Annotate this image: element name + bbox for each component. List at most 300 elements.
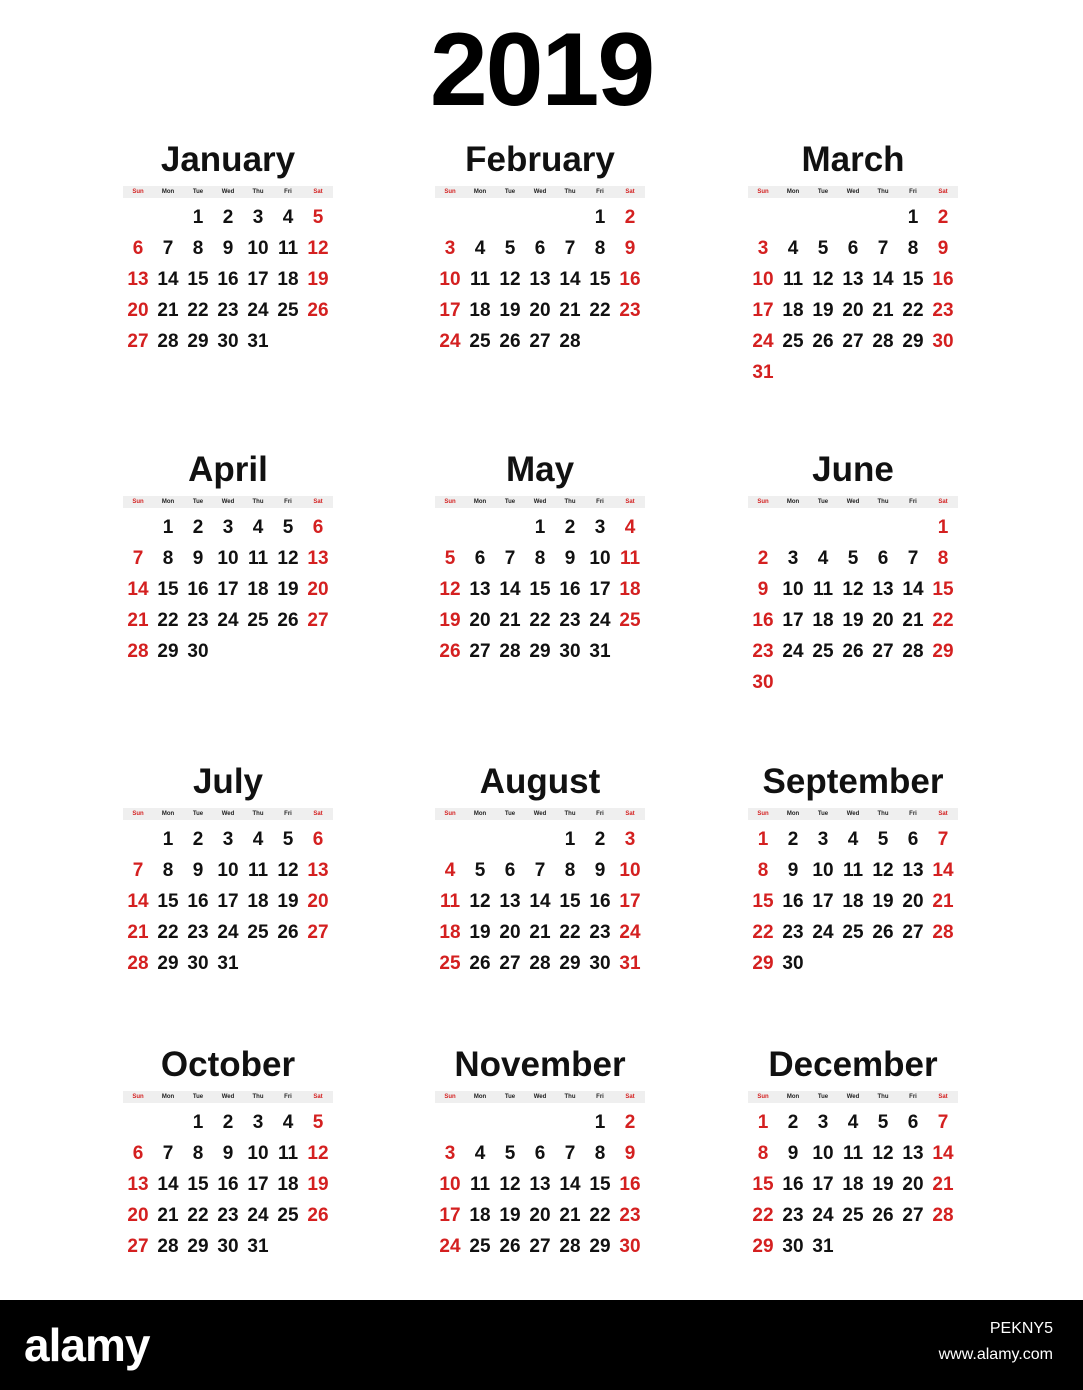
day-cell: 29 xyxy=(752,953,774,974)
day-cell: 7 xyxy=(937,1112,949,1133)
day-cell: 27 xyxy=(842,331,864,352)
day-cell: 30 xyxy=(782,953,804,974)
day-cell: 14 xyxy=(932,860,954,881)
day-cell: 2 xyxy=(564,517,576,538)
day-cell: 20 xyxy=(499,922,521,943)
weekday-label: Wed xyxy=(533,811,547,817)
empty-cell xyxy=(808,512,838,543)
weekday-label: Sat xyxy=(938,1094,948,1100)
day-cell: 25 xyxy=(842,1205,864,1226)
day-cell: 23 xyxy=(589,922,611,943)
day-cell: 27 xyxy=(902,922,924,943)
day-cell: 10 xyxy=(247,1143,269,1164)
day-cell: 24 xyxy=(247,300,269,321)
day-cell: 22 xyxy=(752,1205,774,1226)
day-cell: 11 xyxy=(812,579,834,600)
day-cell: 29 xyxy=(187,1236,209,1257)
weekday-label: Mon xyxy=(786,499,800,505)
day-cell: 5 xyxy=(282,517,294,538)
day-cell: 6 xyxy=(907,829,919,850)
day-cell: 24 xyxy=(247,1205,269,1226)
day-cell: 8 xyxy=(594,238,606,259)
weekday-label: Tue xyxy=(192,811,204,817)
day-cell: 2 xyxy=(624,1112,636,1133)
day-cell: 20 xyxy=(902,891,924,912)
weekday-label: Tue xyxy=(504,1094,516,1100)
weekday-label: Fri xyxy=(909,499,917,505)
day-cell: 28 xyxy=(127,641,149,662)
days-grid xyxy=(748,512,958,698)
weekday-label: Mon xyxy=(786,189,800,195)
day-cell: 16 xyxy=(217,1174,239,1195)
weekday-label: Sat xyxy=(938,189,948,195)
day-cell: 18 xyxy=(812,610,834,631)
day-cell: 17 xyxy=(247,269,269,290)
day-cell: 26 xyxy=(439,641,461,662)
month-name: June xyxy=(812,450,894,489)
day-cell: 5 xyxy=(847,548,859,569)
day-cell: 11 xyxy=(277,238,299,259)
day-cell: 31 xyxy=(752,362,774,383)
weekday-label: Sat xyxy=(313,189,323,195)
weekday-label: Mon xyxy=(786,1094,800,1100)
weekday-label: Sat xyxy=(625,1094,635,1100)
day-cell: 4 xyxy=(474,238,486,259)
day-cell: 8 xyxy=(757,1143,769,1164)
day-cell: 9 xyxy=(222,1143,234,1164)
day-cell: 5 xyxy=(877,829,889,850)
empty-cell xyxy=(435,202,465,233)
day-cell: 26 xyxy=(469,953,491,974)
empty-cell xyxy=(525,202,555,233)
days-grid xyxy=(435,824,645,979)
day-cell: 27 xyxy=(529,331,551,352)
weekday-label: Thu xyxy=(564,811,576,817)
day-cell: 3 xyxy=(444,238,456,259)
day-cell: 9 xyxy=(787,860,799,881)
weekday-header xyxy=(748,1091,958,1103)
days-grid xyxy=(748,824,958,979)
weekday-label: Mon xyxy=(161,189,175,195)
day-cell: 29 xyxy=(529,641,551,662)
watermark-footer xyxy=(0,1300,1083,1390)
day-cell: 15 xyxy=(529,579,551,600)
day-cell: 20 xyxy=(307,891,329,912)
empty-cell xyxy=(838,512,868,543)
day-cell: 29 xyxy=(589,1236,611,1257)
day-cell: 2 xyxy=(757,548,769,569)
empty-cell xyxy=(465,1107,495,1138)
day-cell: 9 xyxy=(192,548,204,569)
day-cell: 18 xyxy=(469,300,491,321)
weekday-label: Thu xyxy=(252,189,264,195)
day-cell: 12 xyxy=(307,1143,329,1164)
day-cell: 3 xyxy=(222,829,234,850)
day-cell: 11 xyxy=(782,269,804,290)
weekday-label: Thu xyxy=(877,189,889,195)
weekday-label: Wed xyxy=(533,189,547,195)
month-name: January xyxy=(160,140,296,179)
day-cell: 15 xyxy=(559,891,581,912)
day-cell: 21 xyxy=(872,300,894,321)
month-name: August xyxy=(479,762,601,801)
weekday-label: Mon xyxy=(161,811,175,817)
day-cell: 23 xyxy=(752,641,774,662)
day-cell: 26 xyxy=(307,300,329,321)
day-cell: 30 xyxy=(752,672,774,693)
day-cell: 17 xyxy=(217,579,239,600)
day-cell: 24 xyxy=(752,331,774,352)
day-cell: 21 xyxy=(932,891,954,912)
day-cell: 8 xyxy=(594,1143,606,1164)
day-cell: 1 xyxy=(594,1112,606,1133)
day-cell: 22 xyxy=(157,922,179,943)
weekday-label: Sat xyxy=(938,811,948,817)
weekday-label: Sun xyxy=(132,499,144,505)
day-cell: 30 xyxy=(187,641,209,662)
day-cell: 27 xyxy=(872,641,894,662)
day-cell: 16 xyxy=(619,1174,641,1195)
weekday-label: Sun xyxy=(444,811,456,817)
weekday-label: Fri xyxy=(596,1094,604,1100)
day-cell: 19 xyxy=(872,1174,894,1195)
days-grid xyxy=(435,202,645,357)
day-cell: 7 xyxy=(564,1143,576,1164)
day-cell: 19 xyxy=(812,300,834,321)
day-cell: 23 xyxy=(559,610,581,631)
days-grid xyxy=(123,202,333,357)
day-cell: 7 xyxy=(132,548,144,569)
day-cell: 7 xyxy=(534,860,546,881)
day-cell: 13 xyxy=(529,269,551,290)
day-cell: 7 xyxy=(132,860,144,881)
day-cell: 24 xyxy=(439,1236,461,1257)
weekday-label: Tue xyxy=(817,1094,829,1100)
day-cell: 10 xyxy=(812,1143,834,1164)
brand-logo: alamy xyxy=(24,1319,150,1371)
day-cell: 28 xyxy=(127,953,149,974)
day-cell: 24 xyxy=(217,922,239,943)
day-cell: 23 xyxy=(619,300,641,321)
day-cell: 11 xyxy=(619,548,641,569)
image-id-label: PEKNY5 xyxy=(989,1320,1053,1337)
day-cell: 26 xyxy=(872,1205,894,1226)
day-cell: 18 xyxy=(277,1174,299,1195)
day-cell: 1 xyxy=(162,517,174,538)
day-cell: 26 xyxy=(307,1205,329,1226)
weekday-label: Sun xyxy=(757,1094,769,1100)
days-grid xyxy=(435,512,645,667)
day-cell: 7 xyxy=(504,548,516,569)
weekday-label: Mon xyxy=(473,811,487,817)
weekday-label: Wed xyxy=(846,1094,860,1100)
day-cell: 18 xyxy=(247,891,269,912)
day-cell: 19 xyxy=(277,891,299,912)
day-cell: 28 xyxy=(932,1205,954,1226)
empty-cell xyxy=(748,202,778,233)
day-cell: 19 xyxy=(842,610,864,631)
day-cell: 1 xyxy=(757,829,769,850)
day-cell: 8 xyxy=(937,548,949,569)
weekday-header xyxy=(435,186,645,198)
day-cell: 16 xyxy=(559,579,581,600)
weekday-label: Fri xyxy=(284,499,292,505)
day-cell: 26 xyxy=(812,331,834,352)
weekday-label: Fri xyxy=(596,811,604,817)
day-cell: 17 xyxy=(782,610,804,631)
day-cell: 13 xyxy=(902,1143,924,1164)
weekday-header xyxy=(748,496,958,508)
day-cell: 27 xyxy=(127,1236,149,1257)
day-cell: 16 xyxy=(187,579,209,600)
empty-cell xyxy=(555,1107,585,1138)
day-cell: 1 xyxy=(192,1112,204,1133)
day-cell: 24 xyxy=(217,610,239,631)
day-cell: 2 xyxy=(594,829,606,850)
day-cell: 6 xyxy=(534,1143,546,1164)
day-cell: 17 xyxy=(752,300,774,321)
empty-cell xyxy=(495,824,525,855)
day-cell: 6 xyxy=(877,548,889,569)
day-cell: 13 xyxy=(842,269,864,290)
day-cell: 27 xyxy=(307,922,329,943)
empty-cell xyxy=(435,824,465,855)
day-cell: 21 xyxy=(529,922,551,943)
day-cell: 25 xyxy=(247,922,269,943)
day-cell: 22 xyxy=(932,610,954,631)
empty-cell xyxy=(153,202,183,233)
weekday-label: Tue xyxy=(817,499,829,505)
day-cell: 9 xyxy=(222,238,234,259)
day-cell: 28 xyxy=(499,641,521,662)
day-cell: 14 xyxy=(127,579,149,600)
weekday-label: Thu xyxy=(564,189,576,195)
day-cell: 1 xyxy=(534,517,546,538)
day-cell: 12 xyxy=(307,238,329,259)
weekday-label: Sat xyxy=(625,811,635,817)
day-cell: 20 xyxy=(127,300,149,321)
day-cell: 1 xyxy=(907,207,919,228)
weekday-label: Sun xyxy=(757,499,769,505)
day-cell: 7 xyxy=(564,238,576,259)
day-cell: 19 xyxy=(499,300,521,321)
day-cell: 25 xyxy=(247,610,269,631)
weekday-header xyxy=(123,186,333,198)
days-grid xyxy=(123,1107,333,1262)
weekday-label: Thu xyxy=(877,811,889,817)
day-cell: 1 xyxy=(757,1112,769,1133)
weekday-label: Sat xyxy=(313,1094,323,1100)
day-cell: 2 xyxy=(624,207,636,228)
weekday-label: Wed xyxy=(221,811,235,817)
day-cell: 3 xyxy=(757,238,769,259)
weekday-header xyxy=(748,186,958,198)
empty-cell xyxy=(123,824,153,855)
day-cell: 21 xyxy=(932,1174,954,1195)
day-cell: 18 xyxy=(842,1174,864,1195)
weekday-label: Sun xyxy=(757,811,769,817)
weekday-label: Sun xyxy=(444,499,456,505)
weekday-label: Wed xyxy=(221,189,235,195)
day-cell: 26 xyxy=(499,331,521,352)
month-name: October xyxy=(160,1045,296,1084)
empty-cell xyxy=(123,1107,153,1138)
day-cell: 15 xyxy=(589,269,611,290)
day-cell: 25 xyxy=(439,953,461,974)
day-cell: 19 xyxy=(872,891,894,912)
day-cell: 4 xyxy=(474,1143,486,1164)
day-cell: 28 xyxy=(559,1236,581,1257)
day-cell: 28 xyxy=(157,1236,179,1257)
day-cell: 2 xyxy=(937,207,949,228)
weekday-label: Thu xyxy=(877,1094,889,1100)
day-cell: 27 xyxy=(529,1236,551,1257)
day-cell: 19 xyxy=(307,1174,329,1195)
day-cell: 5 xyxy=(817,238,829,259)
day-cell: 24 xyxy=(589,610,611,631)
day-cell: 8 xyxy=(564,860,576,881)
site-url: www.alamy.com xyxy=(938,1346,1053,1363)
day-cell: 10 xyxy=(812,860,834,881)
weekday-header xyxy=(748,808,958,820)
day-cell: 20 xyxy=(307,579,329,600)
day-cell: 5 xyxy=(312,1112,324,1133)
empty-cell xyxy=(868,512,898,543)
day-cell: 17 xyxy=(812,891,834,912)
day-cell: 9 xyxy=(594,860,606,881)
day-cell: 12 xyxy=(499,1174,521,1195)
day-cell: 9 xyxy=(787,1143,799,1164)
day-cell: 14 xyxy=(499,579,521,600)
day-cell: 20 xyxy=(469,610,491,631)
day-cell: 3 xyxy=(252,207,264,228)
day-cell: 26 xyxy=(842,641,864,662)
day-cell: 6 xyxy=(504,860,516,881)
weekday-label: Sun xyxy=(444,1094,456,1100)
day-cell: 11 xyxy=(469,1174,491,1195)
empty-cell xyxy=(495,512,525,543)
month-name: July xyxy=(192,762,264,801)
day-cell: 21 xyxy=(127,610,149,631)
weekday-label: Wed xyxy=(846,189,860,195)
empty-cell xyxy=(465,512,495,543)
day-cell: 7 xyxy=(162,238,174,259)
year-title: 2019 xyxy=(429,12,654,128)
day-cell: 31 xyxy=(812,1236,834,1257)
day-cell: 17 xyxy=(439,300,461,321)
day-cell: 16 xyxy=(187,891,209,912)
day-cell: 12 xyxy=(812,269,834,290)
day-cell: 14 xyxy=(872,269,894,290)
day-cell: 15 xyxy=(187,1174,209,1195)
empty-cell xyxy=(153,1107,183,1138)
day-cell: 15 xyxy=(187,269,209,290)
day-cell: 23 xyxy=(187,922,209,943)
empty-cell xyxy=(525,1107,555,1138)
day-cell: 15 xyxy=(157,891,179,912)
weekday-label: Wed xyxy=(533,499,547,505)
day-cell: 20 xyxy=(529,300,551,321)
day-cell: 15 xyxy=(932,579,954,600)
day-cell: 4 xyxy=(624,517,636,538)
day-cell: 30 xyxy=(217,331,239,352)
weekday-label: Wed xyxy=(221,1094,235,1100)
day-cell: 14 xyxy=(157,269,179,290)
day-cell: 19 xyxy=(499,1205,521,1226)
weekday-label: Thu xyxy=(252,499,264,505)
weekday-label: Sat xyxy=(313,499,323,505)
day-cell: 6 xyxy=(474,548,486,569)
weekday-label: Wed xyxy=(221,499,235,505)
day-cell: 17 xyxy=(439,1205,461,1226)
day-cell: 1 xyxy=(937,517,949,538)
day-cell: 16 xyxy=(752,610,774,631)
day-cell: 10 xyxy=(247,238,269,259)
day-cell: 22 xyxy=(589,300,611,321)
day-cell: 12 xyxy=(469,891,491,912)
weekday-header xyxy=(435,1091,645,1103)
day-cell: 21 xyxy=(157,1205,179,1226)
day-cell: 3 xyxy=(817,829,829,850)
day-cell: 16 xyxy=(782,891,804,912)
day-cell: 20 xyxy=(842,300,864,321)
weekday-header xyxy=(435,496,645,508)
weekday-label: Mon xyxy=(473,1094,487,1100)
day-cell: 17 xyxy=(217,891,239,912)
empty-cell xyxy=(778,512,808,543)
day-cell: 10 xyxy=(439,1174,461,1195)
weekday-header xyxy=(123,808,333,820)
day-cell: 2 xyxy=(222,207,234,228)
day-cell: 6 xyxy=(534,238,546,259)
days-grid xyxy=(748,202,958,388)
day-cell: 15 xyxy=(752,1174,774,1195)
day-cell: 12 xyxy=(439,579,461,600)
day-cell: 22 xyxy=(187,1205,209,1226)
day-cell: 9 xyxy=(937,238,949,259)
day-cell: 18 xyxy=(842,891,864,912)
day-cell: 11 xyxy=(842,1143,864,1164)
day-cell: 4 xyxy=(252,829,264,850)
empty-cell xyxy=(868,202,898,233)
day-cell: 5 xyxy=(504,238,516,259)
day-cell: 11 xyxy=(247,860,269,881)
day-cell: 3 xyxy=(817,1112,829,1133)
day-cell: 2 xyxy=(222,1112,234,1133)
day-cell: 25 xyxy=(782,331,804,352)
month-name: November xyxy=(454,1045,626,1084)
day-cell: 15 xyxy=(589,1174,611,1195)
day-cell: 10 xyxy=(217,548,239,569)
day-cell: 27 xyxy=(469,641,491,662)
day-cell: 11 xyxy=(247,548,269,569)
day-cell: 18 xyxy=(439,922,461,943)
weekday-label: Sat xyxy=(625,499,635,505)
day-cell: 29 xyxy=(157,641,179,662)
day-cell: 25 xyxy=(277,1205,299,1226)
weekday-label: Sat xyxy=(625,189,635,195)
day-cell: 9 xyxy=(192,860,204,881)
day-cell: 28 xyxy=(872,331,894,352)
day-cell: 21 xyxy=(499,610,521,631)
day-cell: 4 xyxy=(444,860,456,881)
day-cell: 6 xyxy=(312,517,324,538)
days-grid xyxy=(123,824,333,979)
day-cell: 10 xyxy=(752,269,774,290)
empty-cell xyxy=(838,202,868,233)
empty-cell xyxy=(898,512,928,543)
day-cell: 10 xyxy=(439,269,461,290)
